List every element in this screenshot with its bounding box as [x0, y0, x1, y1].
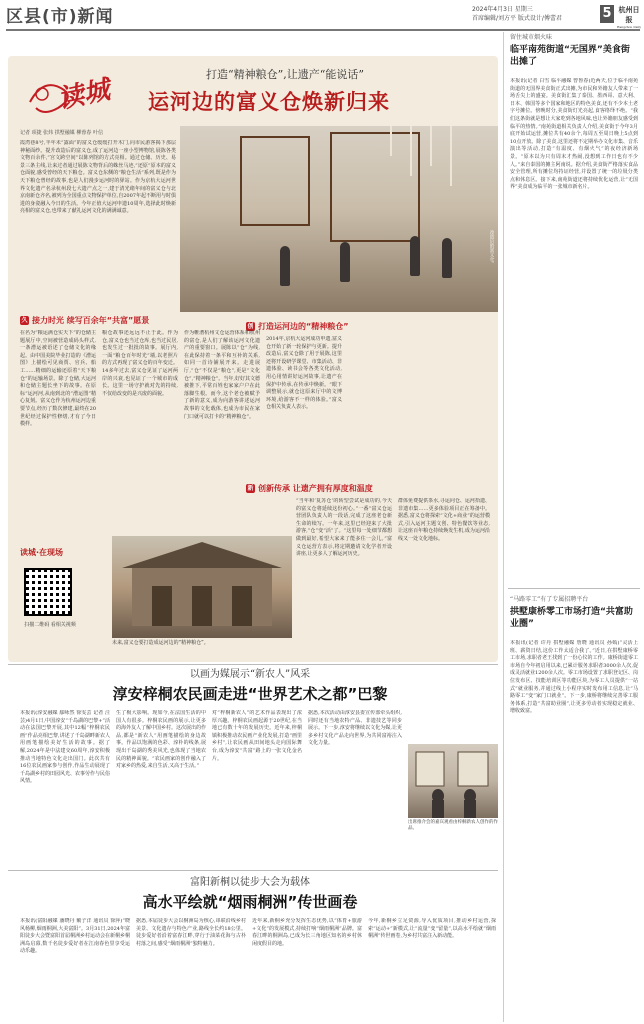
story-3-col-1: 本报讯(富阳融媒 潘晓丹 戴子洋 通讯员 徐萍)“晓风杨柳,烟雨桐洲,大美富阳”。3月31日,2024年富阳徒步大会暨富阳首届桐洲乡村运动会在新桐乡桐洲岛启幕,数千名徒步爱好者在江南春色里享受运动乐趣。 — [20, 918, 130, 955]
right-story-1-kicker: 留住城市烟火味 — [510, 34, 553, 41]
story-3-rule — [8, 870, 498, 871]
feature-col-2: 粮仓故事还远远不止于此。作为仓,富义仓也当过仓库,也当过民居,也发生过一批批的故事。展厅内,一面“粮仓百年时光”墙,以老照片的方式再现了富义仓的百年变迁。14多年过去,富义仓见证了运河两岸的兴衰,也见证了一个城市的成长。这里一场守护就对先的持续,不仅给改变的是兴废的面貌。 — [102, 330, 178, 397]
feature-lead: 霞湾巷8号,半年未“露面”的富义仓缓缓打开木门,向市民游客揭下那层神秘面纱。提升改造后的富义仓,成了运河边一座小型博物馆,展陈各类文物百余件,“宫文跨空间”以陈列馆的方式亮相。通过仓储、历史、易景三条主线,让来过者通过展陈文物背后的蛛丝马迹,“还原”原本的富义仓面貌,感受曾经的天下粮仓。富义仓东侧的“粮仓生活”系列,既是作为天下粮仓曾经的故事,也是人们漫步运河时的驿站。作为京杭大运河世界文化遗产名录杭州段七大遗产点之一,建于清光绪年间的富义仓与北京南新仓齐名,被列为全国重点文物保护单位,自2007年起不断用与时俱进的身姿融入今日的生活。今年正值大运河申遗10周年,选择此时焕新亮相的富义仓,也带来了献礼运河文化的满满诚意。 — [20, 140, 176, 215]
right-column-divider — [508, 588, 640, 589]
right-story-2-kicker: “马路零工”有了专属招聘平台 — [510, 596, 589, 603]
right-story-1-body: 本报讯(记者 白雪 临平融媒 曾鲁春)近两天,位于临平南苑街道的无国界美食街正式出摊,为市民和外籍友人带来了一场舌尖上的盛宴。美食街汇集了泰国、墨西哥、意大利、日本、韩国等多个国家和地区的特色美食,还有不少本土老字号摊位。傍晚时分,美食街灯光亮起,食客络绎不绝。“我们这条街就是想让大家吃到各地风味,也让外籍朋友感受到临平的热情。”南苑街道相关负责人介绍,美食街于今年3月底开始试运营,摊位共有40余个,每周五至周日晚上5点到10点开放。除了美食,这里还将不定期举办文化市集、音乐演出等活动,打造“有温度、有烟火气”的夜经济新场景。“原本以为只有周末才热闹,没想到工作日也有不少人。”来自泰国的摊主阿南说。据介绍,美食街严格落实食品安全管理,所有摊位均持证经营,并设置了统一的垃圾分类点和休息区。接下来,南苑街道还将持续优化运营,让“无国界”美食成为临平的一张城市新名片。 — [510, 78, 638, 191]
story-3-col-2: 据悉,本届徒步大会以桐洲岛为核心,串联沿线乡村美景、文化遗存与特色产业,路线全长约18公里。徒步爱好者沿着富春江畔,穿行于油菜花海与古朴村落之间,感受“烟雨桐洲”独特魅力。 — [136, 918, 246, 947]
right-story-2-body: 本报讯(记者 许丹 拱墅融媒 詹晓 通讯员 孙嫣)“灵活上班、薪资日结,这份工作太适合我了。”近日,在拱墅康桥零工市场,求职者老王找到了一份心仪的工作。康桥街道零工市场自今年初启用以来,已累计服务求职者3000余人次,促成灵活就业1200余人次。零工市场设置了求职登记区、岗位发布区、技能培训区等功能区块,为零工人员提供“一站式”就业服务,并通过线上小程序实时发布用工信息,让“马路零工”变“家门口就业”。下一步,康桥将继续完善零工服务体系,打造“共富助业圈”,让更多劳动者实现稳定就业、增收致富。 — [510, 640, 638, 715]
right-story-2-title: 拱墅康桥零工市场打造“共富助业圈” — [510, 607, 633, 630]
feature-subtitle: 打造“精神粮仓”,让遗产“能说话” — [206, 68, 364, 81]
section-1-label: 接力时光 续写百余年“共富”愿景 — [32, 316, 150, 325]
story-3-col-4: 今年,新桐乡立足资源,导入优质项目,推动乡村运营,探索“运动+”新模式,让“流量”变“留量”,以高水平绘就“烟雨桐洲”传世画卷,为乡村共富注入新动能。 — [368, 918, 496, 940]
feature-photo-2-caption: 未来,富义仓要打造成运河边的“精神粮仓”。 — [112, 640, 209, 646]
story-3-subtitle: 富阳新桐以徒步大会为载体 — [190, 877, 310, 888]
story-3-col-3: 近年来,新桐乡充分发挥生态优势,以“体育+旅游+文化”的发展模式,持续打响“烟雨桐洲”品牌。富春江畔的桐洲岛,已成为长三角地区知名的乡村休闲度假目的地。 — [252, 918, 362, 947]
story-2-col-1: 本报讯(淳安融媒 鄢咏然 徐雯芸 记者 汪芸)4月1日,中国淳安“千岛湖的巴黎+”活动在法国巴黎开展,其中12幅“梓桐农民画”作品亮相巴黎,讲述了千岛湖畔新农人用画笔描绘美好生活的故事。据了解,2024年是中法建交60周年,淳安积极推动当地特色文化走出国门。此次共有16位农民画家参与创作,作品生动展现了千岛湖乡村的田园风光、农事劳作与民俗风情。 — [20, 710, 110, 785]
feature-photo-caption: 改造后的富义仓。 — [489, 230, 494, 266]
editor-credits: 首席编辑/刘方平 版式设计/傅蕾君 — [472, 15, 562, 22]
logo-subtext: Hangzhou Daily — [616, 25, 642, 29]
feature-col-6: 群体免费提供茶水,寻运问仓、运河拾遗、非遗市集……更多体验项目正在筹备中。据悉,富义仓将探索“文化+商业”的运营模式,引入运河主题文创、特色餐饮等业态,让这座百年粮仓持续焕发生机,成为运河沿线又一处文化地标。 — [398, 498, 490, 542]
section-2-icon: 创 — [247, 323, 254, 330]
header-rule — [6, 29, 640, 31]
section-head-3 — [246, 484, 373, 495]
readcity-badge-text: 读城 — [55, 74, 113, 116]
story-2-col-2: 生了极大影响。现如今,在法国生活的中国人有很多。梓桐农民画的展示,让更多的海外友人了解中国乡村。这次展出的作品,都是“新农人”用画笔描绘的身边故事。作品以饱满的色彩、淳朴的线条,展现出千岛湖的秀美风光,也体现了当地农民的精神面貌。“农民画家的创作融入了对家乡的热爱,来自生活,又高于生活。” — [116, 710, 206, 770]
feature-headline: 运河边的富义仓焕新归来 — [148, 90, 390, 114]
story-2-headline: 淳安梓桐农民画走进“世界艺术之都”巴黎 — [112, 685, 388, 703]
story-2-col-3: 对“梓桐新农人”的艺术作品表现出了浓厚兴趣。梓桐农民画起源于20世纪,在当地已有数十年的发展历史。近年来,梓桐镇积极推动农民画产业化发展,打造“画里乡村”,让农民画从田间地头走向国际舞台,成为淳安“共富”路上的一张文化金名片。 — [212, 710, 302, 762]
people-viewing-art-icon — [408, 744, 498, 818]
feature-byline: 记者 项捷 张炜 拱墅融媒 柳蓉春 叶信 — [20, 130, 103, 136]
section-head-2 — [246, 322, 349, 333]
feature-photo-2 — [112, 536, 292, 638]
qr-caption: 扫描二维码 看相关视频 — [24, 622, 76, 628]
story-3-headline: 高水平绘就“烟雨桐洲”传世画卷 — [142, 893, 358, 911]
section-title: 区县(市)新闻 — [6, 7, 114, 27]
issue-date: 2024年4月3日 星期三 — [472, 6, 533, 13]
page-number: 5 — [600, 5, 614, 23]
right-story-1-title: 临平南苑街道“无国界”美食街出摊了 — [510, 45, 630, 68]
column-rule — [503, 32, 504, 1022]
feature-col-3: 作为帷漕杭州文仓运营体系和杭州的富仓,是人们了解该运河文化遗产的重要窗口。展陈以“仓”为线,在此保持着一条平和互补的关系,如同一首诗铺展开来。走进展厅,“仓”不仅是“粮仓”,更是“文化仓”,“精神粮仓”。当年,好好其文德被推下,平常百姓也家家户户在此落脚生根。而今,这个老仓被赋予了新的意义,成为向游客讲述运河故事的文化载体,也成为市民在家门口就可以打卡的“精神粮仓”。 — [184, 330, 260, 420]
story-2-rule — [8, 664, 498, 665]
window-frame — [330, 132, 420, 242]
story-2-subtitle: 以画为媒展示“新农人”风采 — [189, 669, 311, 680]
story-2-col-4: 据悉,本次活动由淳安县委宣传部牵头组织,同时还有当地农特产品、非遗技艺等同步展示。下一步,淳安将继续以文化为媒,让更多乡村文化产品走向世界,为共同富裕注入文化力量。 — [308, 710, 402, 747]
logo-text: 杭州日报 — [618, 5, 640, 24]
section-2-label: 打造运河边的“精神粮仓” — [258, 322, 349, 331]
door-frame — [240, 136, 310, 226]
feature-col-5: “当年和‘复苏仓’的转型尝试是成功的,今天的富义仓将延续这份初心。”一番“富义仓运营团队负责人的一段话,完成了这座老仓新生命的续写。一年来,这里已经迎来了大批游客,“仓”变“活”了。“这里每一处细节都想做到最好,希望大家来了能多住一会儿。”富义仓运营方表示,将定期邀请文化学者开设讲座,让更多人了解运河历史。 — [296, 498, 392, 558]
feature-photo — [180, 126, 498, 312]
section-head-1 — [20, 316, 149, 327]
section-1-icon: 久 — [21, 317, 28, 324]
feature-col-1: 在名为“粮运满仓实天下”的仓储主题展厅中,空间被营造成码头样式,一条漕运被语述了仓储文化的缘起。由中国美院毕业打造的《漕运图》上描绘可见商贾、官兵、船工……精细的运输还原着“天下粮仓”的运输场景。除了仓储,大运河和仓储主题长坐下的故事。在原标“运河河,从南到北的”漕运图”精心复刻。富义仓作为杭州运河边重要节点,经历了数次修建,最终在20世纪经过保护性修缮,才有了今日模样。 — [20, 330, 96, 428]
newspaper-logo — [616, 5, 642, 29]
feature-col-4: 2014年,京杭大运河成功申遗,富义仓开始了新一轮保护与更新。提升改造后,富义仓除了用于展陈,这里还将开设研学课堂、市集活动、非遗体验、读书会等各类文化活动,用心用情讲好运河故事,让遗产在保护中传承,在传承中焕新。“眼下调整展示,就仓这原来厅中的文博环境,给游客不一样的体验。”富义仓相关负责人表示。 — [266, 336, 342, 411]
qr-title: 读城·在现场 — [20, 548, 64, 557]
qr-code-icon[interactable] — [24, 568, 72, 616]
section-3-icon: 新 — [247, 485, 254, 492]
section-3-label: 创新传承 让遗产拥有厚度和温度 — [258, 484, 373, 493]
feature-col-4b — [348, 336, 424, 480]
story-2-photo-caption: 出席推介会的嘉宾观看由梓桐新农人创作的作品。 — [408, 820, 498, 831]
building-illustration-icon — [112, 536, 292, 638]
story-2-photo — [408, 744, 498, 818]
